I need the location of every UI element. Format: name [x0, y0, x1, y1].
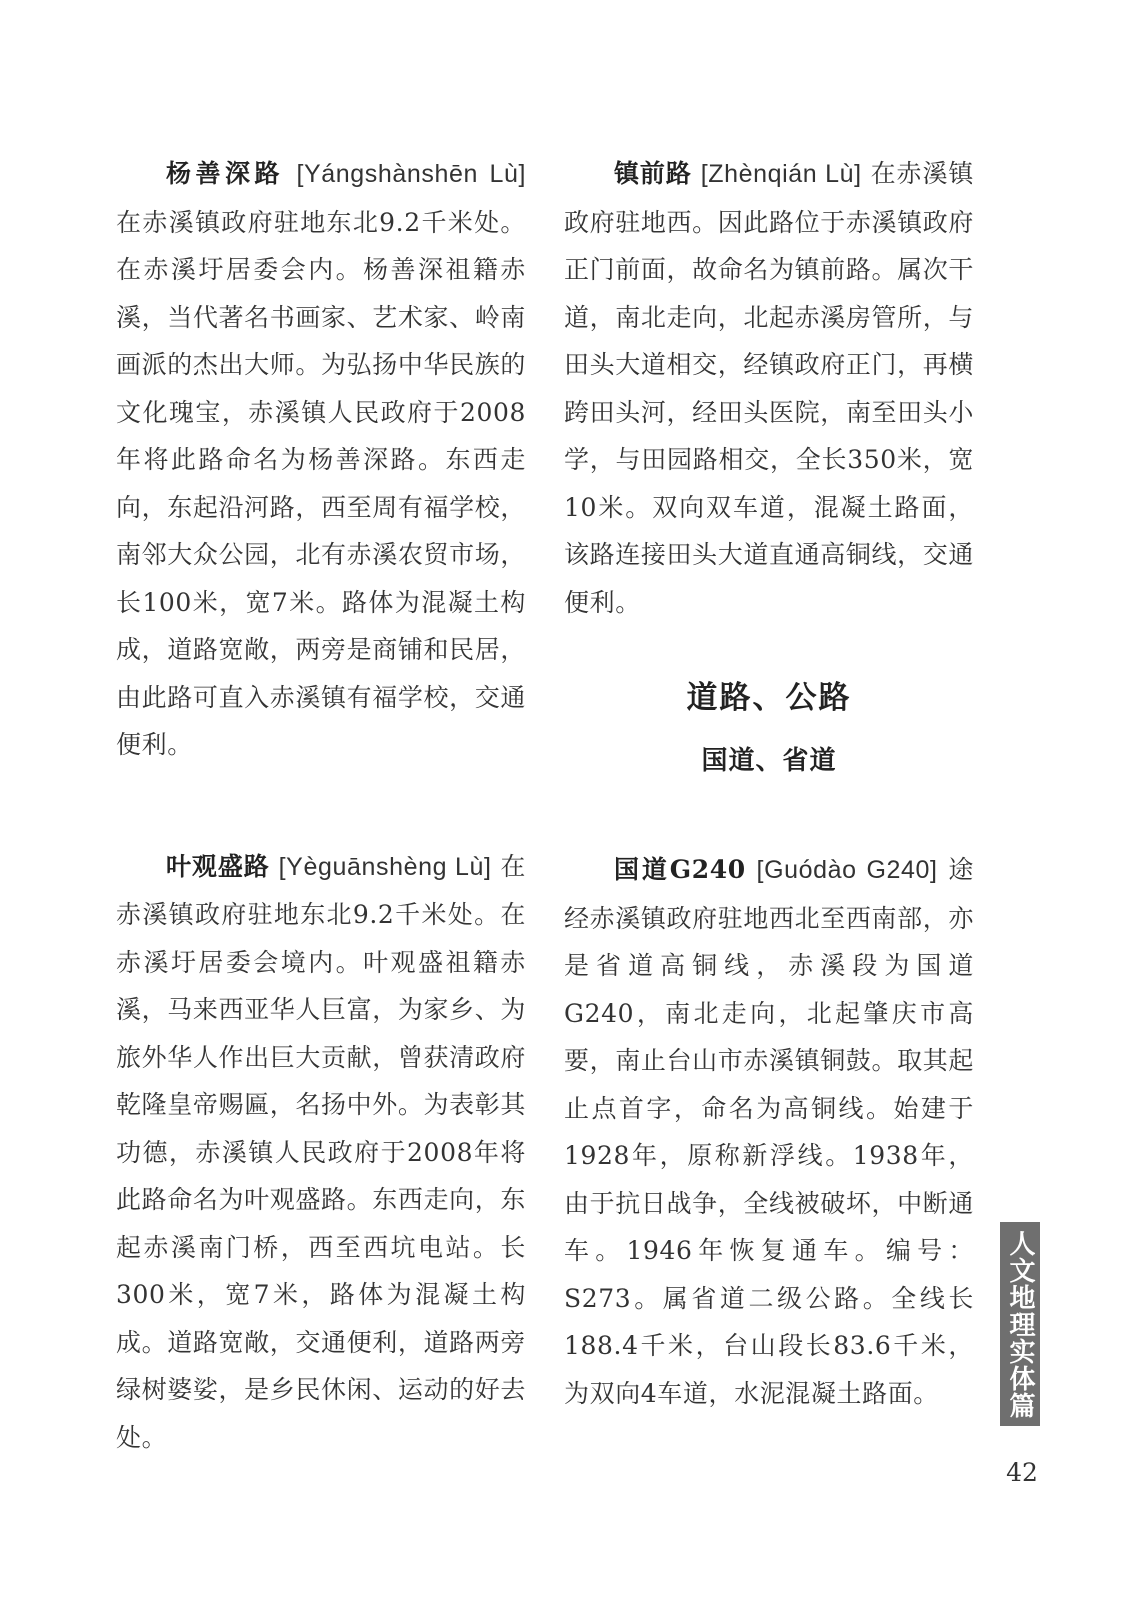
entry-pinyin: [Yèguānshèng Lù] — [278, 852, 492, 881]
entry-pinyin: [Yángshànshēn Lù] — [296, 160, 527, 188]
entry-zhenqian-road — [564, 150, 974, 626]
page-number: 42 — [1006, 1458, 1038, 1487]
section-heading: 道路、公路 — [686, 680, 852, 716]
entry-body: 途经赤溪镇政府驻地西北至西南部，亦是省道高铜线，赤溪段为国道G240，南北走向，北起肇庆市高要，南止台山市赤溪镇铜鼓。取其起止点首字，命名为高铜线。始建于1928年，原称新浮线。1938年，由于抗日战争，全线被破坏，中断通车。1946年恢复通车。编号：S273。属省道二级公路。全线长188.4千米，台山段长83.6千米，为双向4车道，水泥混凝土路面。 — [564, 855, 975, 1408]
entry-title: 镇前路 — [614, 159, 692, 188]
entry-title: 国道G240 — [614, 855, 746, 884]
entry-title: 杨善深路 — [166, 159, 284, 188]
right-column — [564, 150, 974, 626]
entry-national-road-g240 — [564, 846, 974, 1417]
entry-body: 在赤溪镇政府驻地东北9.2千米处。在赤溪圩居委会内。杨善深祖籍赤溪，当代著名书画家、艺术家、岭南画派的杰出大师。为弘扬中华民族的文化瑰宝，赤溪镇人民政府于2008年将此路命名为杨善深路。东西走向，东起沿河路，西至周有福学校，南邻大众公园，北有赤溪农贸市场，长100米，宽7米。路体为混凝土构成，道路宽敞，两旁是商铺和民居，由此路可直入赤溪镇有福学校，交通便利。 — [116, 207, 526, 759]
entry-title: 叶观盛路 — [166, 851, 270, 881]
entry-pinyin: [Guódào G240] — [756, 856, 938, 884]
right-column-lower — [564, 846, 974, 1417]
subsection-heading: 国道、省道 — [701, 746, 837, 776]
chapter-side-tab: 人文地理实体篇 — [1000, 1222, 1040, 1426]
entry-body: 在赤溪镇政府驻地西。因此路位于赤溪镇政府正门前面，故命名为镇前路。属次干道，南北走向，北起赤溪房管所，与田头大道相交，经镇政府正门，再横跨田头河，经田头医院，南至田头小学，与田园路相交，全长350米，宽10米。双向双车道，混凝土路面，该路连接田头大道直通高铜线，交通便利。 — [564, 159, 975, 617]
entry-pinyin: [Zhènqián Lù] — [700, 160, 862, 188]
left-column — [116, 150, 526, 1461]
entry-body: 在赤溪镇政府驻地东北9.2千米处。在赤溪圩居委会境内。叶观盛祖籍赤溪，马来西亚华人巨富，为家乡、为旅外华人作出巨大贡献，曾获清政府乾隆皇帝赐匾，名扬中外。为表彰其功德，赤溪镇人民政府于2008年将此路命名为叶观盛路。东西走向，东起赤溪南门桥，西至西坑电站。长300米，宽7米，路体为混凝土构成。道路宽敞，交通便利，道路两旁绿树婆娑，是乡民休闲、运动的好去处。 — [116, 851, 527, 1452]
entry-gap — [116, 769, 526, 843]
entry-yeguansheng-road — [116, 843, 526, 1462]
entry-yangshanshen-road — [116, 150, 526, 769]
